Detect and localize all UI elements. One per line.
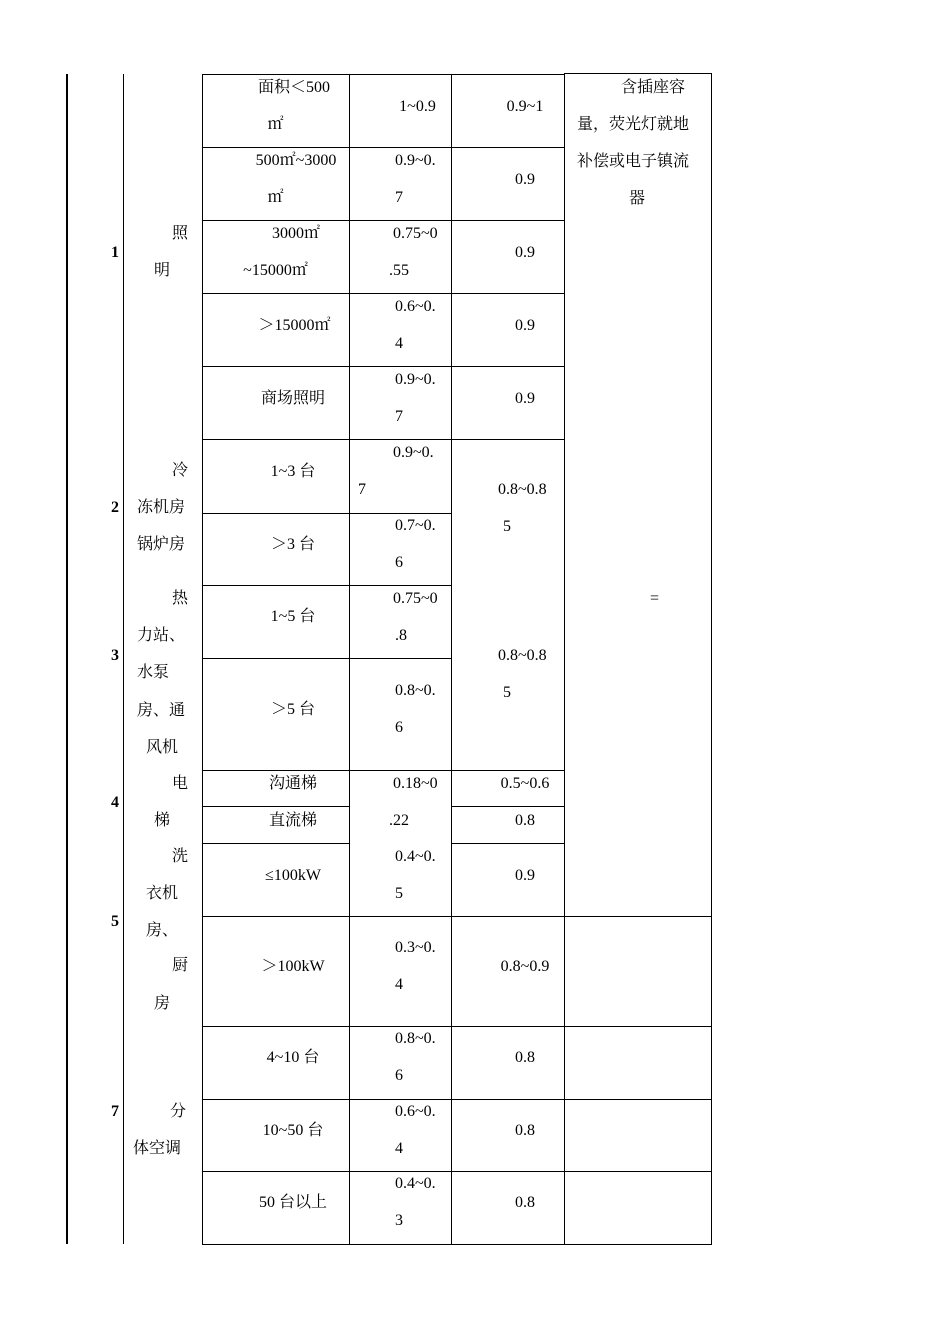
kx-cell: 6 <box>395 719 403 736</box>
condition-cell: ≤100kW <box>265 867 321 884</box>
condition-cell: ＞3 台 <box>270 536 315 553</box>
cos-cell: 0.5~0.6 <box>500 775 550 792</box>
row-number: 4 <box>111 794 119 811</box>
category-elevator: 电 <box>172 775 189 792</box>
kx-cell: 0.18~0 <box>393 775 438 792</box>
condition-cell: 沟通梯 <box>268 775 317 792</box>
category-lighting: 照 <box>172 225 189 242</box>
category-heat-pump: 力站、 <box>137 627 186 644</box>
condition-cell: ㎡ <box>267 189 284 206</box>
condition-cell: 1~5 台 <box>270 608 316 625</box>
cos-cell: 0.8 <box>515 1049 535 1066</box>
right-border-line <box>711 74 712 1245</box>
kx-cell: 0.6~0. <box>395 1103 436 1120</box>
remark-cell: = <box>650 590 660 607</box>
category-heat-pump: 房、通 <box>137 702 186 719</box>
condition-cell: ＞5 台 <box>270 701 315 718</box>
cos-cell: 5 <box>503 684 511 701</box>
category-split-ac: 分 <box>170 1103 187 1120</box>
kx-cell: 0.8~0. <box>395 1030 436 1047</box>
cos-cell: 0.8 <box>515 1194 535 1211</box>
condition-cell: ㎡ <box>267 116 284 133</box>
kx-cell: 0.7~0. <box>395 517 436 534</box>
row-line <box>202 1026 712 1027</box>
category-cold-boiler: 锅炉房 <box>137 536 186 553</box>
row-line <box>202 1171 712 1172</box>
kx-cell: 6 <box>395 1067 403 1084</box>
kx-cell: 0.3~0. <box>395 939 436 956</box>
condition-cell: 500㎡~3000 <box>255 152 337 169</box>
remark-cell: 补偿或电子镇流 <box>577 153 690 170</box>
row-number: 3 <box>111 647 119 664</box>
remark-cell: 器 <box>629 190 646 207</box>
kx-cell: 0.9~0. <box>393 444 434 461</box>
category-heat-pump: 水泵 <box>137 664 170 681</box>
category-split-ac: 体空调 <box>133 1140 182 1157</box>
condition-cell: ＞15000㎡ <box>258 317 331 334</box>
kx-cell: 0.75~0 <box>393 590 438 607</box>
cos-cell: 0.8~0.8 <box>498 647 547 664</box>
left-border-line <box>66 74 68 1244</box>
kx-cell: 0.9~0. <box>395 152 436 169</box>
kx-cell: 0.4~0. <box>395 848 436 865</box>
kx-cell: .55 <box>389 262 409 279</box>
kx-cell: .22 <box>389 812 409 829</box>
cos-cell: 0.9 <box>515 317 535 334</box>
category-laundry-kitchen: 房、 <box>146 922 179 939</box>
category-heat-pump: 风机 <box>146 739 179 756</box>
condition-cell: 4~10 台 <box>266 1049 320 1066</box>
condition-cell: ＞100kW <box>261 958 325 975</box>
remark-cell: 量，荧光灯就地 <box>577 116 690 133</box>
category-elevator: 梯 <box>154 812 171 829</box>
cos-cell: 0.8~0.9 <box>500 958 550 975</box>
category-laundry-kitchen: 房 <box>154 995 171 1012</box>
condition-cell: 1~3 台 <box>270 463 316 480</box>
kx-cell: 3 <box>395 1212 403 1229</box>
kx-cell: 7 <box>395 189 403 206</box>
cos-cell: 0.9~1 <box>506 98 544 115</box>
row-line <box>202 293 565 294</box>
cos-cell: 0.9 <box>515 171 535 188</box>
cos-cell: 0.8 <box>515 1122 535 1139</box>
kx-cell: 1~0.9 <box>399 98 436 115</box>
row-number: 7 <box>111 1103 119 1120</box>
category-laundry-kitchen: 厨 <box>172 957 189 974</box>
cos-cell: 5 <box>503 518 511 535</box>
category-cold-boiler: 冷 <box>172 462 189 479</box>
kx-cell: 7 <box>395 408 403 425</box>
kx-cell: 0.6~0. <box>395 298 436 315</box>
row-line <box>202 843 350 844</box>
kx-cell: 0.8~0. <box>395 682 436 699</box>
condition-cell: 面积＜500 <box>257 79 330 96</box>
kx-cell: 0.9~0. <box>395 371 436 388</box>
condition-cell: 直流梯 <box>268 812 317 829</box>
cos-cell: 0.9 <box>515 867 535 884</box>
table-bottom-line <box>202 1244 712 1245</box>
row-line <box>451 843 565 844</box>
kx-cell: 5 <box>395 885 403 902</box>
condition-cell: ~15000㎡ <box>243 262 308 279</box>
condition-cell: 商场照明 <box>260 390 325 407</box>
row-number: 1 <box>111 244 119 261</box>
kx-cell: 6 <box>395 554 403 571</box>
category-lighting: 明 <box>154 262 171 279</box>
row-line <box>202 366 565 367</box>
kx-cell: 0.4~0. <box>395 1175 436 1192</box>
row-line <box>202 658 452 659</box>
kx-cell: 4 <box>395 1140 403 1157</box>
kx-cell: 4 <box>395 976 403 993</box>
row-line <box>202 1099 712 1100</box>
kx-cell: .8 <box>395 627 407 644</box>
row-number: 5 <box>111 913 119 930</box>
kx-cell: 7 <box>358 481 366 498</box>
row-line <box>202 439 565 440</box>
row-number: 2 <box>111 499 119 516</box>
cos-cell: 0.8~0.8 <box>498 481 547 498</box>
category-cold-boiler: 冻机房 <box>137 499 186 516</box>
kx-cell: 0.75~0 <box>393 225 438 242</box>
category-heat-pump: 热 <box>172 590 189 607</box>
cos-cell: 0.9 <box>515 244 535 261</box>
condition-cell: 10~50 台 <box>262 1122 324 1139</box>
row-line <box>202 916 712 917</box>
condition-cell: 50 台以上 <box>258 1194 327 1211</box>
cos-cell: 0.8 <box>515 812 535 829</box>
condition-cell: 3000㎡ <box>271 225 320 242</box>
remark-cell: 含插座容 <box>621 79 686 96</box>
category-laundry-kitchen: 衣机 <box>146 885 179 902</box>
category-laundry-kitchen: 洗 <box>172 848 189 865</box>
cos-cell: 0.9 <box>515 390 535 407</box>
kx-cell: 4 <box>395 335 403 352</box>
